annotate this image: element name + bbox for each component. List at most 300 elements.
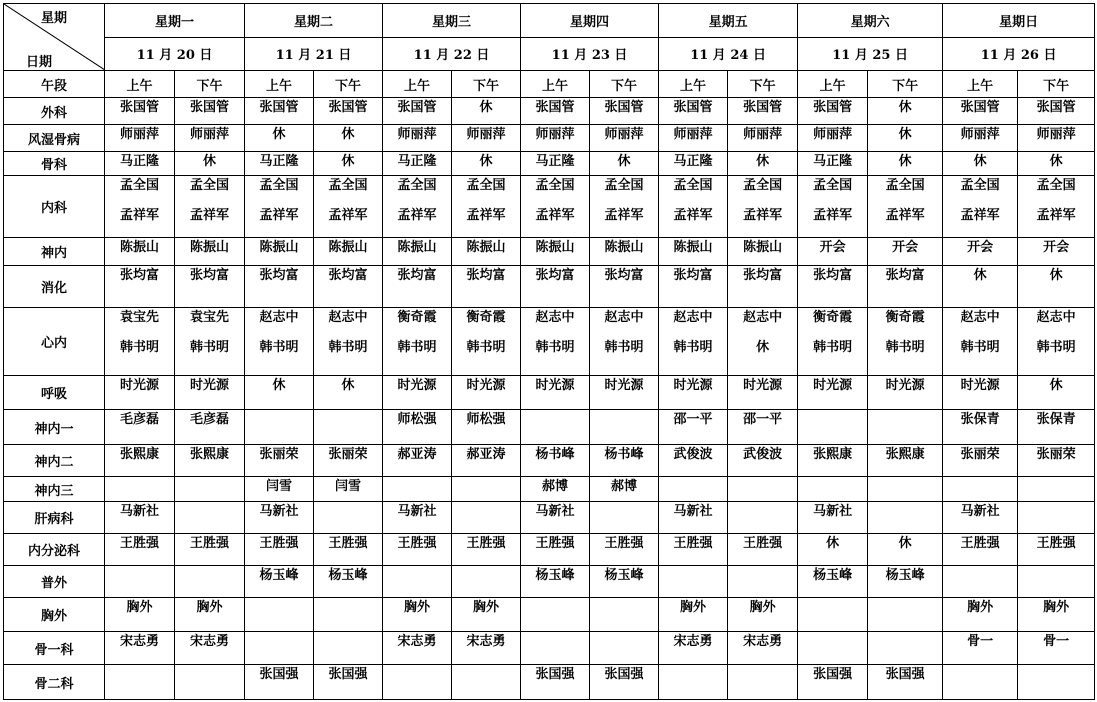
shift-cell [452,410,521,445]
shift-cell [659,632,728,665]
doctor-name: 张熙康 [885,447,925,462]
doctor-name: 孟全国 [259,178,299,193]
doctor-name: 张国强 [535,667,575,682]
doctor-name [728,665,797,667]
department-name: 消化 [4,266,105,308]
shift-cell [521,445,590,477]
shift-cell [728,445,798,477]
doctor-name: 休 [756,340,770,355]
doctor-name: 张均富 [885,268,925,283]
doctor-name: 休 [617,154,631,169]
department-name: 外科 [4,98,105,125]
doctor-name: 孟全国 [960,178,1000,193]
shift-cell [105,445,175,477]
shift-cell [798,502,868,534]
doctor-name: 孟祥军 [1036,208,1076,223]
shift-cell [798,98,868,125]
doctor-name: 郝亚涛 [397,447,437,462]
weekday-row [4,4,1095,38]
doctor-name: 张丽荣 [259,447,299,462]
department-row [4,308,1095,376]
shift-cell [175,445,245,477]
shift-cell [175,534,245,566]
department-name: 普外 [4,566,105,598]
doctor-name [659,566,727,568]
shift-cell [105,477,175,502]
shift-cell [521,176,590,238]
shift-cell [728,598,798,632]
doctor-name: 邵一平 [743,412,783,427]
doctor-name [1018,477,1094,479]
shift-cell [314,502,383,534]
doctor-name: 张国强 [885,667,925,682]
doctor-name: 宋志勇 [673,634,713,649]
doctor-name: 宋志勇 [397,634,437,649]
shift-cell [383,445,452,477]
shift-cell [798,238,868,266]
shift-cell [245,266,314,308]
shift-cell [590,477,659,502]
shift-cell [943,534,1018,566]
shift-cell [314,598,383,632]
doctor-name: 杨玉峰 [813,568,853,583]
doctor-name: 韩书明 [885,340,925,355]
doctor-name: 孟全国 [466,178,506,193]
shift-cell [521,534,590,566]
shift-cell [175,376,245,410]
afternoon-header: 下午 [868,71,943,98]
doctor-name [383,566,451,568]
shift-cell [1018,98,1095,125]
shift-cell [245,502,314,534]
doctor-name: 赵志中 [328,310,368,325]
shift-cell [590,566,659,598]
doctor-name: 时光源 [190,378,230,393]
shift-cell [314,477,383,502]
shift-cell [175,665,245,700]
shift-cell [590,445,659,477]
doctor-name: 时光源 [673,378,713,393]
shift-cell [659,266,728,308]
doctor-name: 孟全国 [604,178,644,193]
doctor-name: 张均富 [190,268,230,283]
doctor-name: 韩书明 [190,340,230,355]
shift-cell [798,445,868,477]
morning-header: 上午 [521,71,590,98]
department-name: 内科 [4,176,105,238]
shift-cell [452,445,521,477]
department-name: 肝病科 [4,502,105,534]
shift-cell [314,445,383,477]
doctor-name: 闫雪 [335,479,362,494]
doctor-name [1018,566,1094,568]
doctor-name: 时光源 [960,378,1000,393]
shift-cell [590,176,659,238]
shift-cell [383,410,452,445]
doctor-name [590,632,658,634]
shift-cell [659,308,728,376]
doctor-name: 马正隆 [813,154,853,169]
doctor-name: 休 [341,378,355,393]
shift-cell [798,125,868,152]
doctor-name: 张丽荣 [960,447,1000,462]
doctor-name: 韩书明 [397,340,437,355]
shift-cell [868,266,943,308]
shift-cell [105,534,175,566]
department-name: 骨一科 [4,632,105,665]
shift-cell [728,477,798,502]
doctor-name: 张均富 [813,268,853,283]
doctor-name [659,665,727,667]
department-row [4,176,1095,238]
doctor-name: 郝博 [542,479,569,494]
doctor-name: 孟全国 [813,178,853,193]
shift-cell [798,598,868,632]
shift-cell [314,410,383,445]
doctor-name [728,566,797,568]
doctor-name: 张国强 [604,667,644,682]
shift-cell [1018,598,1095,632]
shift-cell [868,308,943,376]
doctor-name [175,566,244,568]
department-row [4,98,1095,125]
doctor-name: 休 [203,154,217,169]
shift-cell [314,266,383,308]
weekday-header: 星期六 [798,4,943,38]
weekday-header: 星期四 [521,4,659,38]
doctor-name: 杨书峰 [604,447,644,462]
doctor-name: 孟祥军 [190,208,230,223]
doctor-name: 马新社 [119,504,159,519]
shift-cell [1018,410,1095,445]
shift-cell [245,152,314,176]
shift-cell [1018,308,1095,376]
shift-cell [1018,445,1095,477]
doctor-name: 闫雪 [266,479,293,494]
shift-cell [728,410,798,445]
doctor-name: 杨玉峰 [328,568,368,583]
doctor-name: 宋志勇 [743,634,783,649]
department-row [4,502,1095,534]
shift-cell [314,665,383,700]
doctor-name [798,632,867,634]
doctor-name: 时光源 [885,378,925,393]
afternoon-header: 下午 [590,71,659,98]
shift-cell [868,445,943,477]
department-name: 神内二 [4,445,105,477]
shift-cell [728,534,798,566]
doctor-name [175,477,244,479]
doctor-name: 杨玉峰 [604,568,644,583]
shift-cell [245,665,314,700]
shift-cell [728,98,798,125]
doctor-name: 韩书明 [466,340,506,355]
shift-cell [1018,376,1095,410]
doctor-name: 毛彦磊 [190,412,230,427]
shift-cell [1018,534,1095,566]
shift-cell [383,376,452,410]
department-name: 神内一 [4,410,105,445]
shift-cell [105,598,175,632]
doctor-name: 张国管 [813,100,853,115]
doctor-name [943,665,1017,667]
doctor-name: 师丽萍 [743,127,783,142]
doctor-name: 孟全国 [1036,178,1076,193]
shift-cell [521,152,590,176]
doctor-name: 张国强 [328,667,368,682]
shift-cell [314,125,383,152]
doctor-name: 武俊波 [673,447,713,462]
doctor-name: 马正隆 [119,154,159,169]
doctor-name: 张国管 [673,100,713,115]
shift-cell [590,598,659,632]
shift-cell [383,477,452,502]
shift-cell [521,376,590,410]
doctor-name: 陈振山 [119,240,159,255]
doctor-name: 师丽萍 [466,127,506,142]
shift-cell [868,502,943,534]
date-header: 11 月 23 日 [521,37,659,71]
department-name: 神内三 [4,477,105,502]
doctor-name [314,632,382,634]
shift-cell [245,477,314,502]
shift-cell [314,308,383,376]
doctor-name [245,632,313,634]
department-name: 呼吸 [4,376,105,410]
shift-cell [175,176,245,238]
doctor-name: 陈振山 [466,240,506,255]
doctor-name: 时光源 [604,378,644,393]
doctor-name: 王胜强 [328,536,368,551]
doctor-name: 衡奇霞 [885,310,925,325]
shift-cell [314,152,383,176]
doctor-name: 师丽萍 [119,127,159,142]
doctor-name: 王胜强 [960,536,1000,551]
doctor-name: 陈振山 [190,240,230,255]
shift-cell [521,410,590,445]
doctor-name: 张均富 [259,268,299,283]
doctor-name: 张均富 [466,268,506,283]
date-header: 11 月 24 日 [659,37,798,71]
shift-cell [943,502,1018,534]
doctor-name: 骨一 [1043,634,1070,649]
doctor-name: 师丽萍 [604,127,644,142]
date-header: 11 月 25 日 [798,37,943,71]
doctor-name: 杨书峰 [535,447,575,462]
weekday-header: 星期三 [383,4,521,38]
doctor-name: 孟全国 [119,178,159,193]
doctor-name: 休 [479,100,493,115]
date-header: 11 月 22 日 [383,37,521,71]
department-name: 骨二科 [4,665,105,700]
shift-cell [728,176,798,238]
doctor-name: 王胜强 [190,536,230,551]
shift-cell [659,566,728,598]
weekday-header: 星期一 [105,4,245,38]
shift-cell [521,632,590,665]
shift-cell [452,98,521,125]
shift-cell [659,125,728,152]
shift-cell [452,502,521,534]
doctor-name: 马正隆 [673,154,713,169]
shift-cell [452,176,521,238]
doctor-name: 休 [898,100,912,115]
shift-cell [659,534,728,566]
shift-cell [105,152,175,176]
department-row [4,445,1095,477]
shift-cell [314,534,383,566]
shift-cell [452,566,521,598]
doctor-name: 袁宝先 [119,310,159,325]
shift-cell [452,238,521,266]
shift-cell [452,477,521,502]
doctor-name: 张丽荣 [1036,447,1076,462]
doctor-name: 师丽萍 [673,127,713,142]
shift-cell [1018,176,1095,238]
doctor-name: 王胜强 [466,536,506,551]
shift-cell [943,665,1018,700]
shift-cell [175,308,245,376]
doctor-name: 张国管 [604,100,644,115]
doctor-name [105,477,174,479]
shift-cell [452,266,521,308]
doctor-name: 王胜强 [119,536,159,551]
shift-cell [798,176,868,238]
doctor-name: 休 [826,536,840,551]
shift-cell [728,308,798,376]
doctor-name: 休 [1049,154,1063,169]
doctor-name: 休 [1049,378,1063,393]
morning-header: 上午 [105,71,175,98]
shift-cell [868,598,943,632]
doctor-name: 陈振山 [259,240,299,255]
doctor-name: 胸外 [967,600,994,615]
shift-cell [1018,152,1095,176]
shift-cell [943,566,1018,598]
shift-cell [943,308,1018,376]
doctor-name: 休 [756,154,770,169]
doctor-name: 衡奇霞 [813,310,853,325]
shift-cell [452,125,521,152]
department-row [4,266,1095,308]
doctor-name: 张国强 [259,667,299,682]
doctor-name: 时光源 [466,378,506,393]
shift-cell [105,176,175,238]
doctor-name: 孟全国 [397,178,437,193]
doctor-name: 韩书明 [673,340,713,355]
shift-cell [245,176,314,238]
doctor-name: 时光源 [119,378,159,393]
department-name: 胸外 [4,598,105,632]
doctor-name: 张均富 [673,268,713,283]
shift-cell [798,566,868,598]
department-name: 骨科 [4,152,105,176]
doctor-name [868,598,942,600]
doctor-name: 张保青 [1036,412,1076,427]
doctor-name: 休 [973,268,987,283]
doctor-name: 张国管 [743,100,783,115]
doctor-name: 武俊波 [743,447,783,462]
doctor-name [521,598,589,600]
department-row [4,632,1095,665]
shift-cell [383,152,452,176]
doctor-name [521,632,589,634]
doctor-name [728,502,797,504]
shift-cell [728,238,798,266]
doctor-name: 胸外 [473,600,500,615]
shift-cell [175,477,245,502]
shift-cell [383,534,452,566]
shift-cell [175,98,245,125]
shift-cell [798,266,868,308]
shift-cell [383,308,452,376]
doctor-name [175,665,244,667]
shift-cell [659,410,728,445]
shift-cell [659,98,728,125]
doctor-name: 郝博 [611,479,638,494]
doctor-name: 王胜强 [604,536,644,551]
doctor-name: 郝亚涛 [466,447,506,462]
doctor-name: 时光源 [397,378,437,393]
doctor-name: 开会 [1043,240,1070,255]
doctor-name: 马新社 [397,504,437,519]
shift-cell [452,152,521,176]
doctor-name: 胸外 [680,600,707,615]
shift-cell [659,152,728,176]
shift-cell [728,376,798,410]
shift-cell [175,266,245,308]
doctor-name: 张国管 [535,100,575,115]
doctor-name: 孟全国 [535,178,575,193]
shift-cell [105,98,175,125]
doctor-name [590,410,658,412]
shift-cell [659,477,728,502]
doctor-name: 杨玉峰 [259,568,299,583]
shift-cell [590,266,659,308]
shift-cell [798,632,868,665]
doctor-name: 张熙康 [813,447,853,462]
date-header: 11 月 21 日 [245,37,383,71]
doctor-name: 休 [898,536,912,551]
doctor-name: 马正隆 [535,154,575,169]
shift-cell [175,238,245,266]
doctor-name: 张国管 [259,100,299,115]
doctor-name: 张国管 [960,100,1000,115]
date-header: 11 月 26 日 [943,37,1095,71]
shift-cell [798,152,868,176]
department-row [4,410,1095,445]
doctor-name: 开会 [892,240,919,255]
doctor-name: 师松强 [397,412,437,427]
morning-header: 上午 [383,71,452,98]
shift-cell [105,410,175,445]
afternoon-header: 下午 [1018,71,1095,98]
doctor-name: 休 [341,154,355,169]
department-row [4,152,1095,176]
shift-cell [798,477,868,502]
doctor-name [659,477,727,479]
shift-cell [590,125,659,152]
corner-date-label: 日期 [26,55,53,70]
doctor-name: 马新社 [259,504,299,519]
shift-cell [590,308,659,376]
doctor-name: 孟祥军 [604,208,644,223]
doctor-name [868,477,942,479]
shift-cell [521,238,590,266]
doctor-name: 张国强 [813,667,853,682]
doctor-name: 邵一平 [673,412,713,427]
shift-cell [452,665,521,700]
